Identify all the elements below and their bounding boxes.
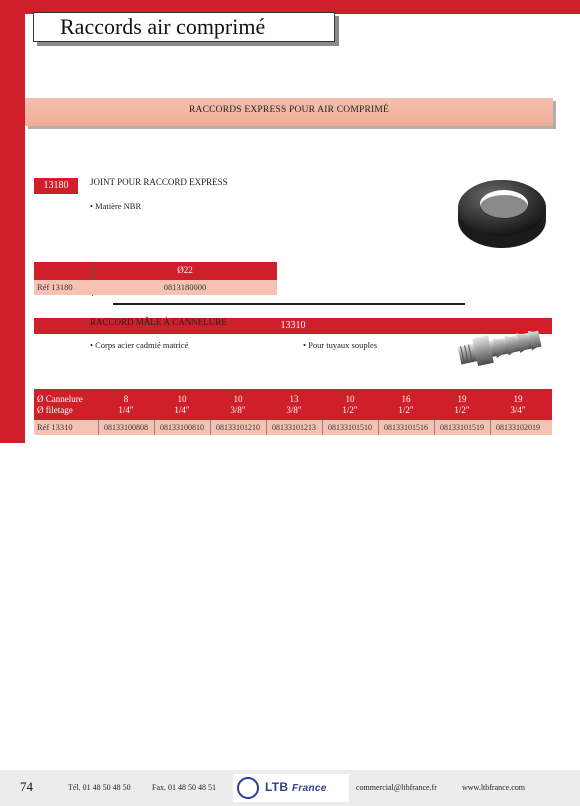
cannelure-value: 8 (123, 394, 129, 404)
filetage-value: 3/4" (510, 405, 526, 415)
cannelure-value: 10 (177, 394, 187, 404)
ref-value: 0813180000 (163, 282, 207, 292)
table-13310 (34, 389, 552, 435)
ltb-logo (233, 774, 349, 802)
table-13180-header (34, 262, 277, 280)
header-cell (434, 394, 490, 416)
product-bullet: • Corps acier cadmié matricé (90, 340, 189, 350)
ref-value: 08133100810 (160, 423, 204, 432)
ref-tag-13180: 13180 (34, 178, 78, 194)
column-divider (98, 420, 99, 435)
label-cannelure: Ø Cannelure (37, 394, 83, 404)
product-title-raccord: RACCORD MÂLE À CANNELURE (90, 317, 227, 327)
ref-value: 08133101213 (272, 423, 316, 432)
section-banner (25, 98, 553, 126)
footer-fax: Fax. 01 48 50 48 51 (152, 783, 216, 792)
column-divider (322, 420, 323, 435)
filetage-value: 3/8" (286, 405, 302, 415)
filetage-value: 1/2" (454, 405, 470, 415)
hose-barb-fitting-image (452, 322, 548, 366)
ref-value: 08133101519 (440, 423, 484, 432)
filetage-value: 1/2" (342, 405, 358, 415)
header-cell (98, 394, 154, 416)
header-labels (37, 394, 83, 416)
header-cell (322, 394, 378, 416)
table-row (34, 420, 552, 435)
rubber-seal-ring-image (452, 172, 548, 250)
row-label: Réf 13180 (37, 282, 73, 292)
header-cell (210, 394, 266, 416)
footer-email[interactable]: commercial@ltbfrance.fr (356, 783, 437, 792)
page-title-box (33, 12, 335, 42)
header-cell (490, 394, 546, 416)
ref-value: 08133101510 (328, 423, 372, 432)
column-divider (378, 420, 379, 435)
ref-value: 08133102019 (496, 423, 540, 432)
cannelure-value: 10 (345, 394, 355, 404)
label-filetage: Ø filetage (37, 405, 73, 415)
column-divider (434, 420, 435, 435)
section-separator (113, 303, 465, 305)
header-cell (266, 394, 322, 416)
ltb-logo-icon (237, 777, 259, 799)
table-header-diameter: Ø22 (177, 265, 193, 275)
table-row (34, 280, 277, 295)
cannelure-value: 13 (289, 394, 299, 404)
filetage-value: 3/8" (230, 405, 246, 415)
cannelure-value: 19 (457, 394, 467, 404)
cannelure-value: 16 (401, 394, 411, 404)
ref-value: 08133101210 (216, 423, 260, 432)
section-title: RACCORDS EXPRESS POUR AIR COMPRIMÉ (188, 105, 390, 115)
cannelure-value: 19 (513, 394, 523, 404)
header-cell (154, 394, 210, 416)
row-label: Réf 13310 (37, 422, 73, 432)
page-title: Raccords air comprimé (60, 14, 266, 39)
ref-tag-13310: 13310 (34, 318, 552, 334)
header-cell (378, 394, 434, 416)
page-number: 74 (20, 779, 33, 794)
table-13310-header (34, 389, 552, 420)
column-divider (210, 420, 211, 435)
cannelure-value: 10 (233, 394, 243, 404)
column-divider (490, 420, 491, 435)
column-divider (266, 420, 267, 435)
filetage-value: 1/4" (174, 405, 190, 415)
footer-website[interactable]: www.ltbfrance.com (462, 783, 526, 792)
left-red-bar (0, 0, 25, 443)
ref-value: 08133101516 (384, 423, 428, 432)
product-title-joint: JOINT POUR RACCORD EXPRESS (90, 177, 228, 187)
product-bullet: • Pour tuyaux souples (303, 340, 378, 350)
filetage-value: 1/4" (118, 405, 134, 415)
page-footer (0, 770, 580, 806)
ref-value: 08133100808 (104, 423, 148, 432)
logo-text: LTB France (265, 780, 327, 794)
filetage-value: 1/2" (398, 405, 414, 415)
product-bullet: • Matière NBR (90, 201, 142, 211)
column-divider (154, 420, 155, 435)
footer-phone: Tél. 01 48 50 48 50 (68, 783, 131, 792)
